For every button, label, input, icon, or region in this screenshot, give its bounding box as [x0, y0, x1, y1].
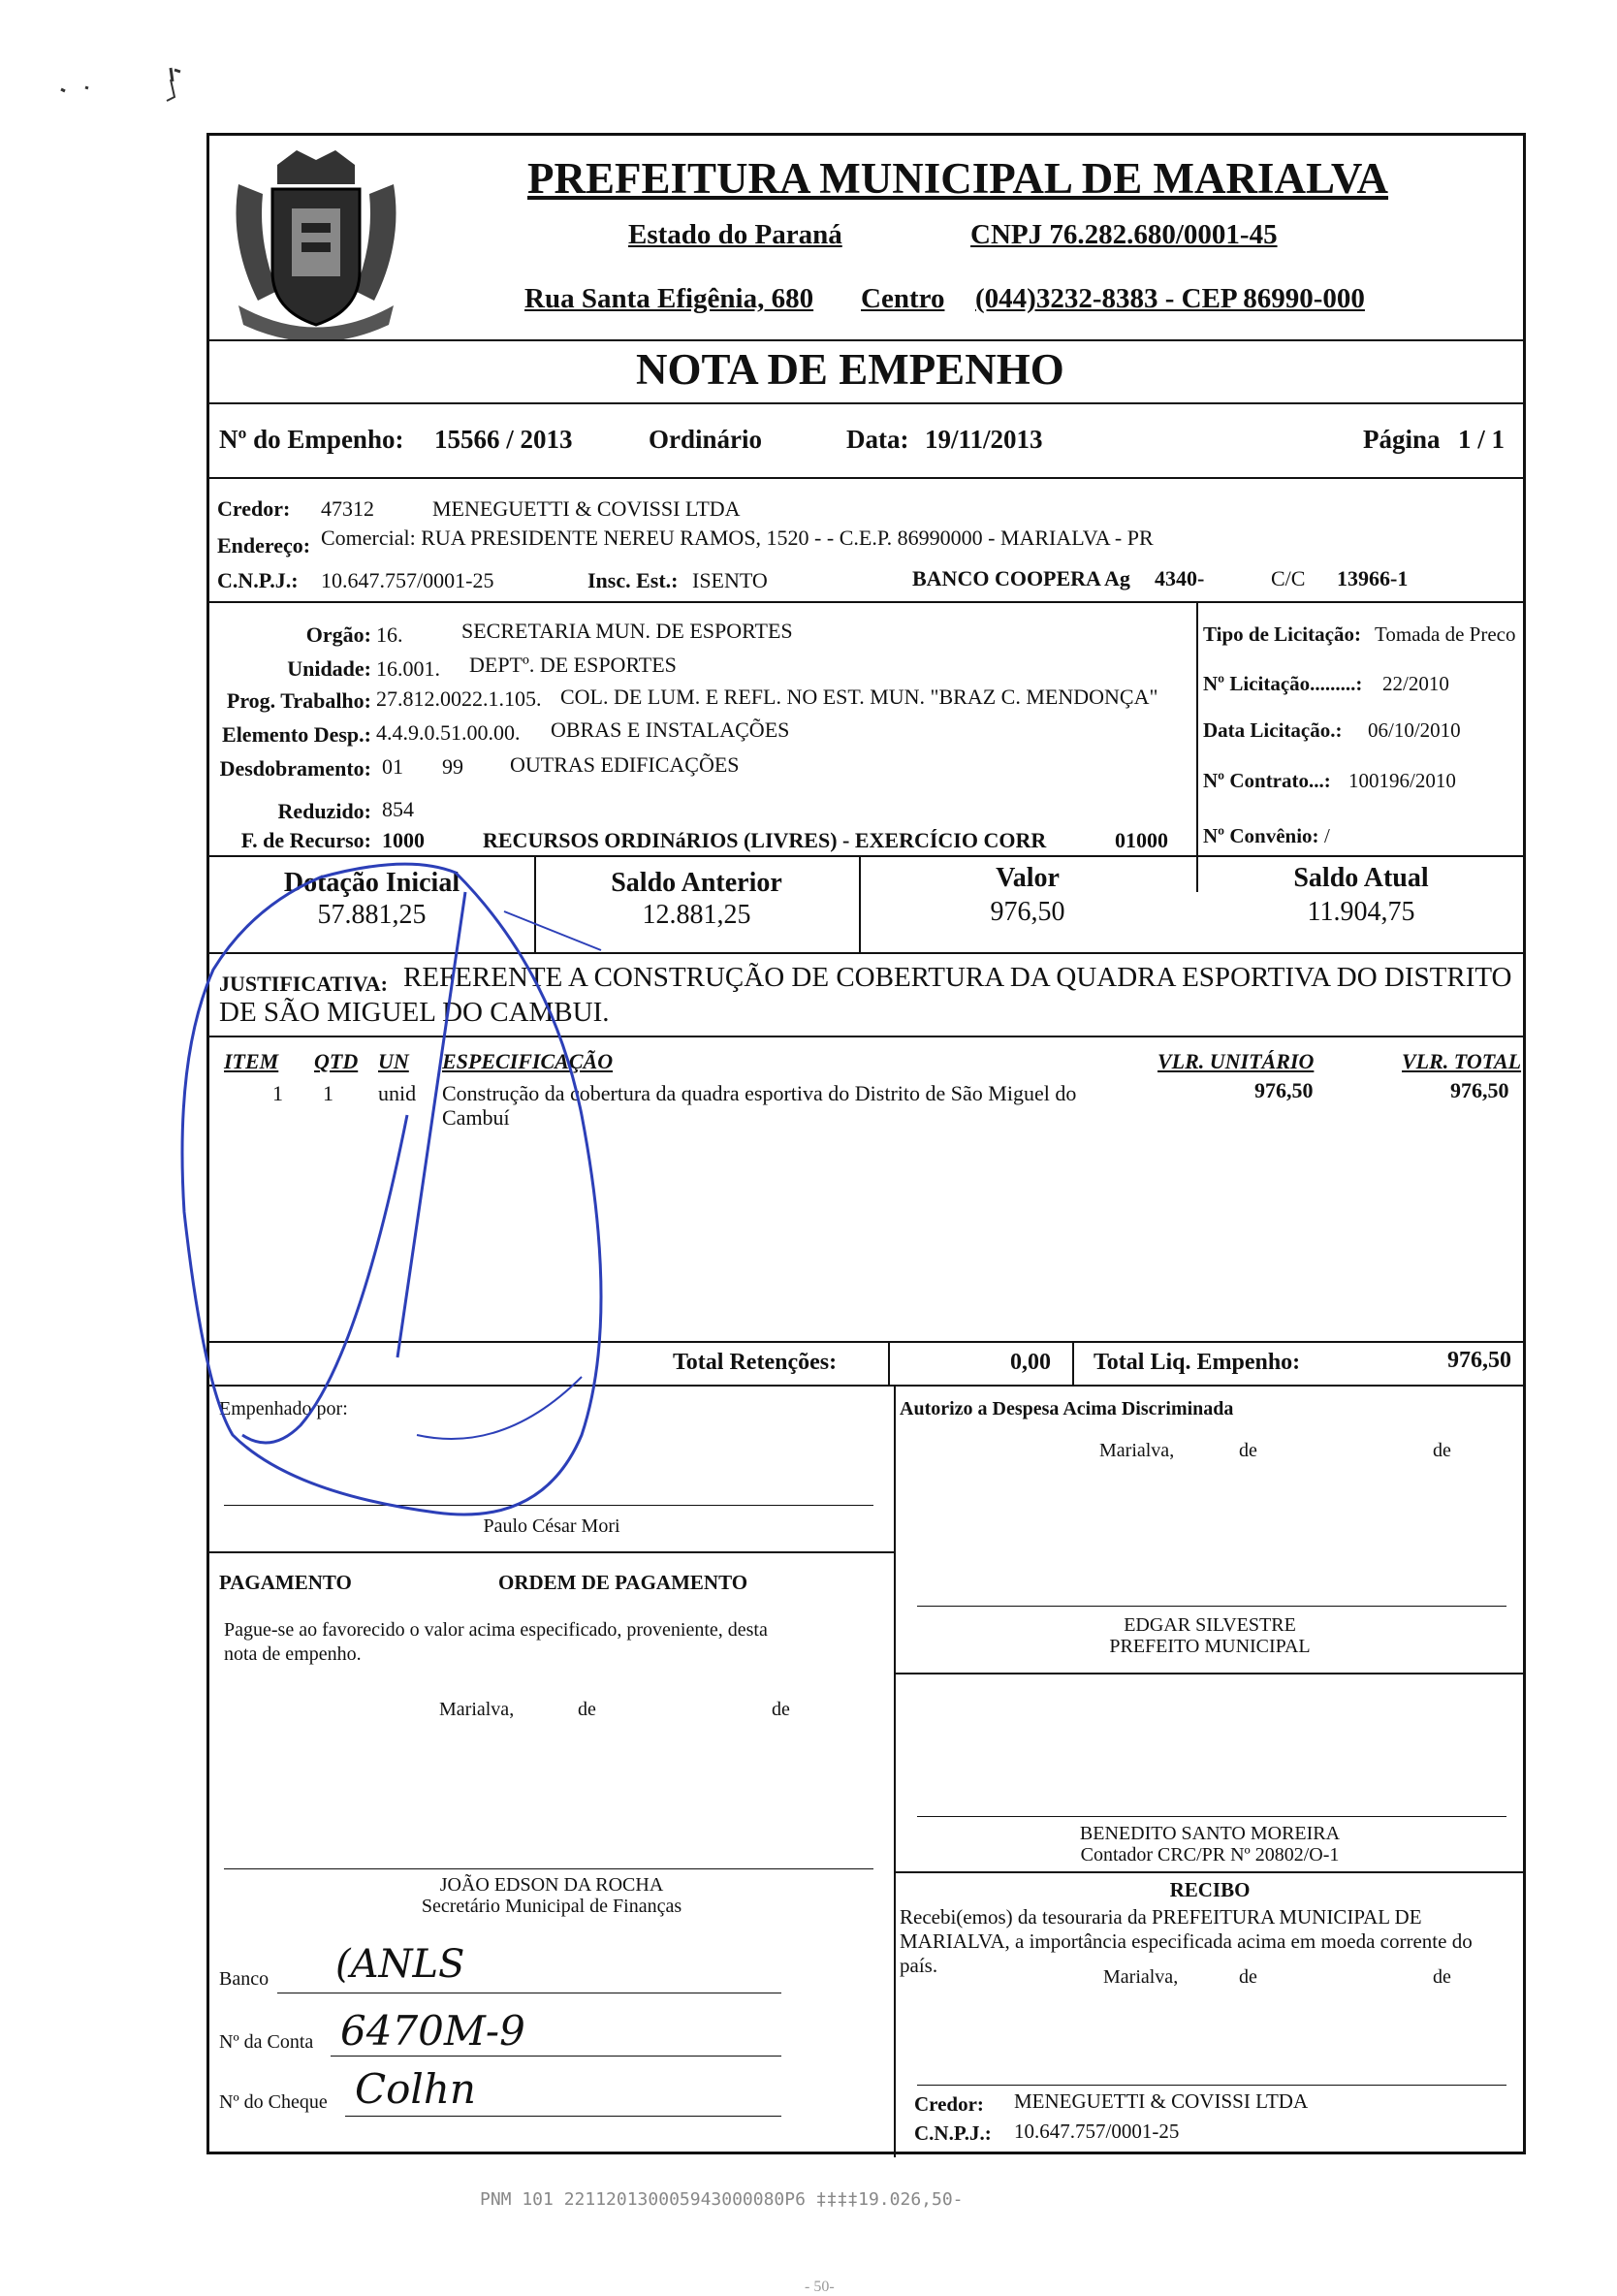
desdobramento-code2: 99 — [442, 754, 463, 779]
unit-value-header: VLR. UNITÁRIO — [1157, 1049, 1315, 1073]
recibo-de-1: de — [1239, 1966, 1257, 1988]
justificativa-label: JUSTIFICATIVA: — [219, 972, 389, 996]
insc-label: Insc. Est.: — [587, 568, 679, 592]
municipal-crest-icon — [219, 145, 413, 339]
valor-value: 976,50 — [990, 897, 1065, 927]
tipo-licitacao: Tomada de Preco — [1375, 622, 1516, 646]
un-header: UN — [378, 1049, 409, 1073]
credor-code: 47312 — [321, 496, 374, 521]
empenho-date-label: Data: — [846, 425, 909, 454]
empenhado-name: Paulo César Mori — [483, 1515, 620, 1537]
prog-label: Prog. Trabalho: — [226, 688, 371, 713]
autorizo-de-2: de — [1433, 1440, 1451, 1461]
total-retencoes-label: Total Retenções: — [673, 1350, 838, 1375]
conta-handwritten: 6470M-9 — [340, 2007, 525, 2055]
saldo-atual-value: 11.904,75 — [1307, 897, 1415, 927]
contrato-label: Nº Contrato...: — [1203, 769, 1331, 792]
doc-title: NOTA DE EMPENHO — [636, 345, 1064, 394]
row-un: unid — [378, 1081, 417, 1105]
recurso-code: 1000 — [382, 828, 425, 852]
credor-label: Credor: — [217, 496, 291, 521]
header-street: Rua Santa Efigênia, 680 — [524, 283, 814, 314]
ordem-pagamento-label: ORDEM DE PAGAMENTO — [498, 1571, 748, 1594]
orgao-label: Orgão: — [305, 622, 371, 647]
justificativa-line1: REFERENTE A CONSTRUÇÃO DE COBERTURA DA QUADRA ESPORTIVA DO DISTRITO — [403, 962, 1512, 993]
total-liquido-value: 976,50 — [1447, 1348, 1511, 1373]
total-value-header: VLR. TOTAL — [1402, 1049, 1522, 1073]
recibo-text3: país. — [900, 1954, 938, 1977]
empenhado-label: Empenhado por: — [219, 1398, 348, 1419]
orgao-code: 16. — [376, 622, 403, 647]
convenio-label: Nº Convênio: — [1203, 824, 1319, 847]
item-header: ITEM — [224, 1049, 279, 1073]
row-qtd: 1 — [323, 1081, 333, 1105]
address-label: Endereço: — [217, 533, 311, 558]
pagamento-de-2: de — [772, 1699, 790, 1720]
cnpj-label: C.N.P.J.: — [217, 568, 299, 592]
prefeito-title: PREFEITO MUNICIPAL — [1109, 1636, 1311, 1657]
qtd-header: QTD — [314, 1049, 359, 1073]
reduzido-code: 854 — [382, 797, 414, 821]
saldo-anterior-value: 12.881,25 — [642, 900, 751, 930]
convenio: / — [1324, 824, 1330, 847]
header-phone-cep: (044)3232-8383 - CEP 86990-000 — [975, 283, 1365, 314]
unidade-name: DEPTº. DE ESPORTES — [469, 653, 677, 677]
valor-label: Valor — [996, 863, 1060, 893]
desdobramento-code1: 01 — [382, 754, 403, 779]
num-licitacao-label: Nº Licitação.........: — [1203, 672, 1363, 695]
num-licitacao: 22/2010 — [1382, 672, 1449, 695]
bank-agency: 4340- — [1155, 566, 1205, 590]
recibo-cnpj: 10.647.757/0001-25 — [1014, 2120, 1180, 2143]
contador-name: BENEDITO SANTO MOREIRA — [1079, 1823, 1341, 1844]
autorizo-text: Autorizo a Despesa Acima Discriminada — [900, 1398, 1234, 1419]
unidade-label: Unidade: — [287, 656, 371, 681]
banco-handwritten: (ANLS — [335, 1942, 465, 1987]
recibo-title: RECIBO — [1169, 1878, 1251, 1901]
empenho-type: Ordinário — [649, 425, 763, 454]
header-cnpj: CNPJ 76.282.680/0001-45 — [970, 219, 1278, 250]
total-liquido-label: Total Liq. Empenho: — [1094, 1350, 1301, 1375]
data-licitacao: 06/10/2010 — [1368, 718, 1461, 742]
header-title: PREFEITURA MUNICIPAL DE MARIALVA — [527, 154, 1389, 203]
cc-number: 13966-1 — [1337, 566, 1409, 590]
elemento-label: Elemento Desp.: — [222, 722, 371, 747]
justificativa-line2: DE SÃO MIGUEL DO CAMBUI. — [219, 997, 610, 1028]
recibo-text1: Recebi(emos) da tesouraria da PREFEITURA MUNICIPAL DE — [900, 1905, 1422, 1929]
unidade-code: 16.001. — [376, 656, 440, 681]
pagamento-label: PAGAMENTO — [219, 1571, 352, 1594]
secretario-title: Secretário Municipal de Finanças — [421, 1896, 682, 1917]
credor-name: MENEGUETTI & COVISSI LTDA — [432, 496, 741, 521]
scan-mark — [56, 60, 182, 118]
dotacao-value: 57.881,25 — [317, 900, 427, 930]
data-licitacao-label: Data Licitação.: — [1203, 718, 1343, 742]
address: Comercial: RUA PRESIDENTE NEREU RAMOS, 1520 - - C.E.P. 86990000 - MARIALVA - PR — [321, 526, 1154, 550]
contrato: 100196/2010 — [1348, 769, 1456, 792]
autorizo-city: Marialva, — [1099, 1440, 1175, 1461]
spec-header: ESPECIFICAÇÃO — [442, 1049, 614, 1073]
pagamento-city: Marialva, — [439, 1699, 515, 1720]
pagamento-text1: Pague-se ao favorecido o valor acima especificado, proveniente, desta — [224, 1619, 768, 1641]
saldo-atual-label: Saldo Atual — [1293, 863, 1429, 893]
insc: ISENTO — [692, 568, 768, 592]
secretario-name: JOÃO EDSON DA ROCHA — [439, 1874, 664, 1896]
cheque-handwritten: Colhn — [355, 2065, 476, 2113]
empenho-number-label: Nº do Empenho: — [219, 425, 404, 454]
nota-de-empenho-form — [206, 133, 1526, 2154]
empenho-number: 15566 / 2013 — [434, 425, 573, 454]
prog-code: 27.812.0022.1.105. — [376, 686, 542, 711]
row-spec-line2: Cambuí — [442, 1105, 510, 1130]
pagamento-de-1: de — [578, 1699, 596, 1720]
recibo-text2: MARIALVA, a importância especificada acima em moeda corrente do — [900, 1929, 1473, 1953]
autorizo-de-1: de — [1239, 1440, 1257, 1461]
cnpj: 10.647.757/0001-25 — [321, 568, 494, 592]
recurso-name: RECURSOS ORDINáRIOS (LIVRES) - EXERCÍCIO CORR — [483, 828, 1047, 852]
contador-title: Contador CRC/PR Nº 20802/O-1 — [1080, 1844, 1340, 1866]
empenho-date: 19/11/2013 — [925, 425, 1043, 454]
recurso-label: F. de Recurso: — [240, 828, 371, 852]
tipo-licitacao-label: Tipo de Licitação: — [1203, 622, 1361, 646]
row-total-value: 976,50 — [1450, 1078, 1509, 1102]
cc-label: C/C — [1271, 566, 1306, 590]
conta-label: Nº da Conta — [219, 2031, 314, 2053]
recibo-credor-label: Credor: — [914, 2092, 984, 2116]
page-label: Página — [1363, 425, 1441, 454]
header-district: Centro — [861, 283, 945, 314]
elemento-code: 4.4.9.0.51.00.00. — [376, 720, 521, 745]
desdobramento-name: OUTRAS EDIFICAÇÕES — [510, 752, 740, 777]
bank-name: BANCO COOPERA Ag — [912, 566, 1130, 590]
cheque-label: Nº do Cheque — [219, 2091, 328, 2113]
prog-name: COL. DE LUM. E REFL. NO EST. MUN. "BRAZ C. MENDONÇA" — [560, 685, 1158, 709]
row-spec-line1: Construção da cobertura da quadra esportiva do Distrito de São Miguel do — [442, 1081, 1077, 1105]
recibo-credor: MENEGUETTI & COVISSI LTDA — [1014, 2089, 1309, 2113]
dotacao-label: Dotação Inicial — [283, 868, 460, 898]
page-number: 1 / 1 — [1458, 425, 1506, 454]
recibo-de-2: de — [1433, 1966, 1451, 1988]
page-stamp: - 50- — [805, 2279, 835, 2295]
row-item: 1 — [272, 1081, 283, 1105]
desdobramento-label: Desdobramento: — [219, 756, 371, 781]
saldo-anterior-label: Saldo Anterior — [611, 868, 782, 898]
reduzido-label: Reduzido: — [277, 799, 371, 823]
banco-label: Banco — [219, 1968, 270, 1990]
orgao-name: SECRETARIA MUN. DE ESPORTES — [461, 619, 793, 643]
recurso-code2: 01000 — [1115, 828, 1168, 852]
header-state: Estado do Paraná — [628, 219, 842, 250]
pagamento-text2: nota de empenho. — [224, 1643, 362, 1665]
row-unit-value: 976,50 — [1254, 1078, 1314, 1102]
elemento-name: OBRAS E INSTALAÇÕES — [551, 718, 790, 742]
recibo-city: Marialva, — [1103, 1966, 1179, 1988]
recibo-cnpj-label: C.N.P.J.: — [914, 2121, 992, 2145]
total-retencoes-value: 0,00 — [1010, 1350, 1051, 1375]
barcode-text: PNM 101 221120130005943000080P6 ‡‡‡‡19.026,50- — [480, 2189, 964, 2210]
prefeito-name: EDGAR SILVESTRE — [1124, 1614, 1296, 1636]
